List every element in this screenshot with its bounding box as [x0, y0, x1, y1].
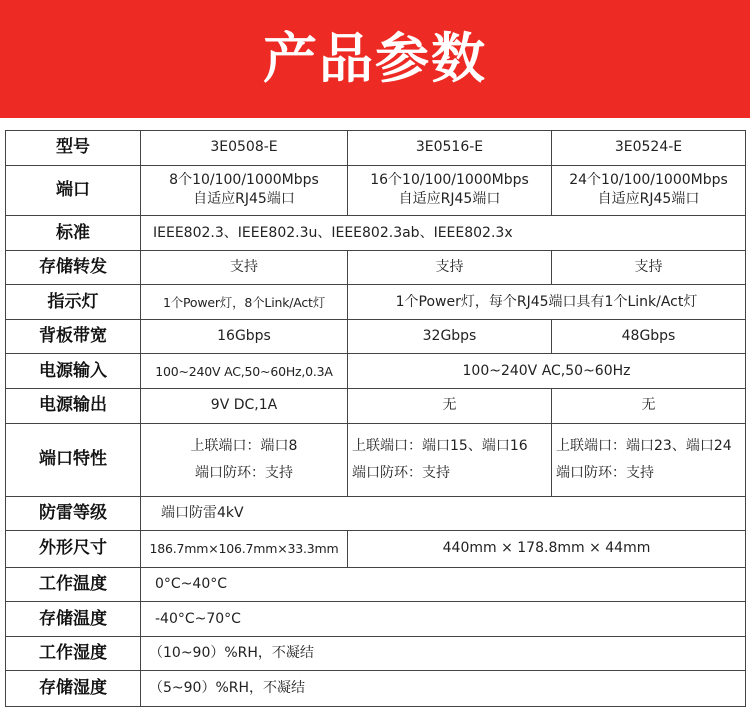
- cell-value: [552, 423, 746, 496]
- page-title: 产品参数: [263, 27, 487, 90]
- table-row: [6, 216, 746, 251]
- row-label: 背板带宽: [6, 319, 141, 354]
- table-row: [6, 131, 746, 166]
- cell-value: [141, 165, 348, 216]
- cell-value: [348, 423, 552, 496]
- cell-value: 支持: [348, 250, 552, 285]
- cell-value: IEEE802.3、IEEE802.3u、IEEE802.3ab、IEEE802.3x: [141, 216, 746, 251]
- cell-value: （5~90）%RH，不凝结: [141, 671, 746, 707]
- cell-line: 自适应RJ45端口: [597, 191, 700, 208]
- cell-value: [552, 165, 746, 216]
- table-row: [6, 319, 746, 354]
- cell-value: 0°C~40°C: [141, 567, 746, 602]
- cell-line: 自适应RJ45端口: [398, 191, 501, 208]
- row-label: 指示灯: [6, 285, 141, 320]
- cell-line: 端口防环：支持: [195, 464, 293, 481]
- table-row: [6, 602, 746, 637]
- cell-value: 3E0524-E: [552, 131, 746, 166]
- row-label: 端口: [6, 165, 141, 216]
- row-label: 存储湿度: [6, 671, 141, 707]
- cell-value: [348, 165, 552, 216]
- cell-line: 上联端口：端口15、端口16: [352, 437, 528, 454]
- table-row: [6, 567, 746, 602]
- cell-value: 100~240V AC,50~60Hz,0.3A: [141, 354, 348, 389]
- table-row: [6, 165, 746, 216]
- cell-value: 1个Power灯，每个RJ45端口具有1个Link/Act灯: [348, 285, 746, 320]
- table-row: [6, 354, 746, 389]
- cell-value: 48Gbps: [552, 319, 746, 354]
- cell-line: 上联端口：端口8: [190, 437, 298, 454]
- spec-table: [5, 130, 746, 707]
- cell-value: 1个Power灯，8个Link/Act灯: [141, 285, 348, 320]
- cell-value: 9V DC,1A: [141, 388, 348, 423]
- cell-value: 端口防雷4kV: [141, 496, 746, 531]
- row-label: 存储转发: [6, 250, 141, 285]
- cell-value: 100~240V AC,50~60Hz: [348, 354, 746, 389]
- cell-value: 支持: [552, 250, 746, 285]
- row-label: 存储温度: [6, 602, 141, 637]
- table-row: [6, 285, 746, 320]
- cell-line: 端口防环：支持: [352, 464, 450, 481]
- table-row: [6, 496, 746, 531]
- cell-value: 32Gbps: [348, 319, 552, 354]
- table-row: [6, 423, 746, 496]
- cell-value: 186.7mm×106.7mm×33.3mm: [141, 531, 348, 568]
- cell-value: 3E0516-E: [348, 131, 552, 166]
- cell-value: 440mm × 178.8mm × 44mm: [348, 531, 746, 568]
- row-label: 标准: [6, 216, 141, 251]
- table-row: [6, 388, 746, 423]
- cell-line: 端口防环：支持: [556, 464, 654, 481]
- row-label: 型号: [6, 131, 141, 166]
- cell-value: （10~90）%RH，不凝结: [141, 636, 746, 671]
- row-label: 工作温度: [6, 567, 141, 602]
- cell-line: 16个10/100/1000Mbps: [370, 172, 529, 189]
- row-label: 电源输入: [6, 354, 141, 389]
- row-label: 端口特性: [6, 423, 141, 496]
- cell-value: 无: [348, 388, 552, 423]
- table-row: [6, 531, 746, 568]
- cell-value: 无: [552, 388, 746, 423]
- table-row: [6, 250, 746, 285]
- cell-line: 自适应RJ45端口: [193, 191, 295, 208]
- cell-line: 上联端口：端口23、端口24: [556, 437, 732, 454]
- cell-value: -40°C~70°C: [141, 602, 746, 637]
- row-label: 防雷等级: [6, 496, 141, 531]
- table-row: [6, 671, 746, 707]
- cell-value: [141, 423, 348, 496]
- table-row: [6, 636, 746, 671]
- row-label: 电源输出: [6, 388, 141, 423]
- row-label: 工作湿度: [6, 636, 141, 671]
- cell-value: 3E0508-E: [141, 131, 348, 166]
- cell-line: 8个10/100/1000Mbps: [169, 172, 319, 189]
- cell-value: 16Gbps: [141, 319, 348, 354]
- row-label: 外形尺寸: [6, 531, 141, 568]
- cell-value: 支持: [141, 250, 348, 285]
- cell-line: 24个10/100/1000Mbps: [569, 172, 728, 189]
